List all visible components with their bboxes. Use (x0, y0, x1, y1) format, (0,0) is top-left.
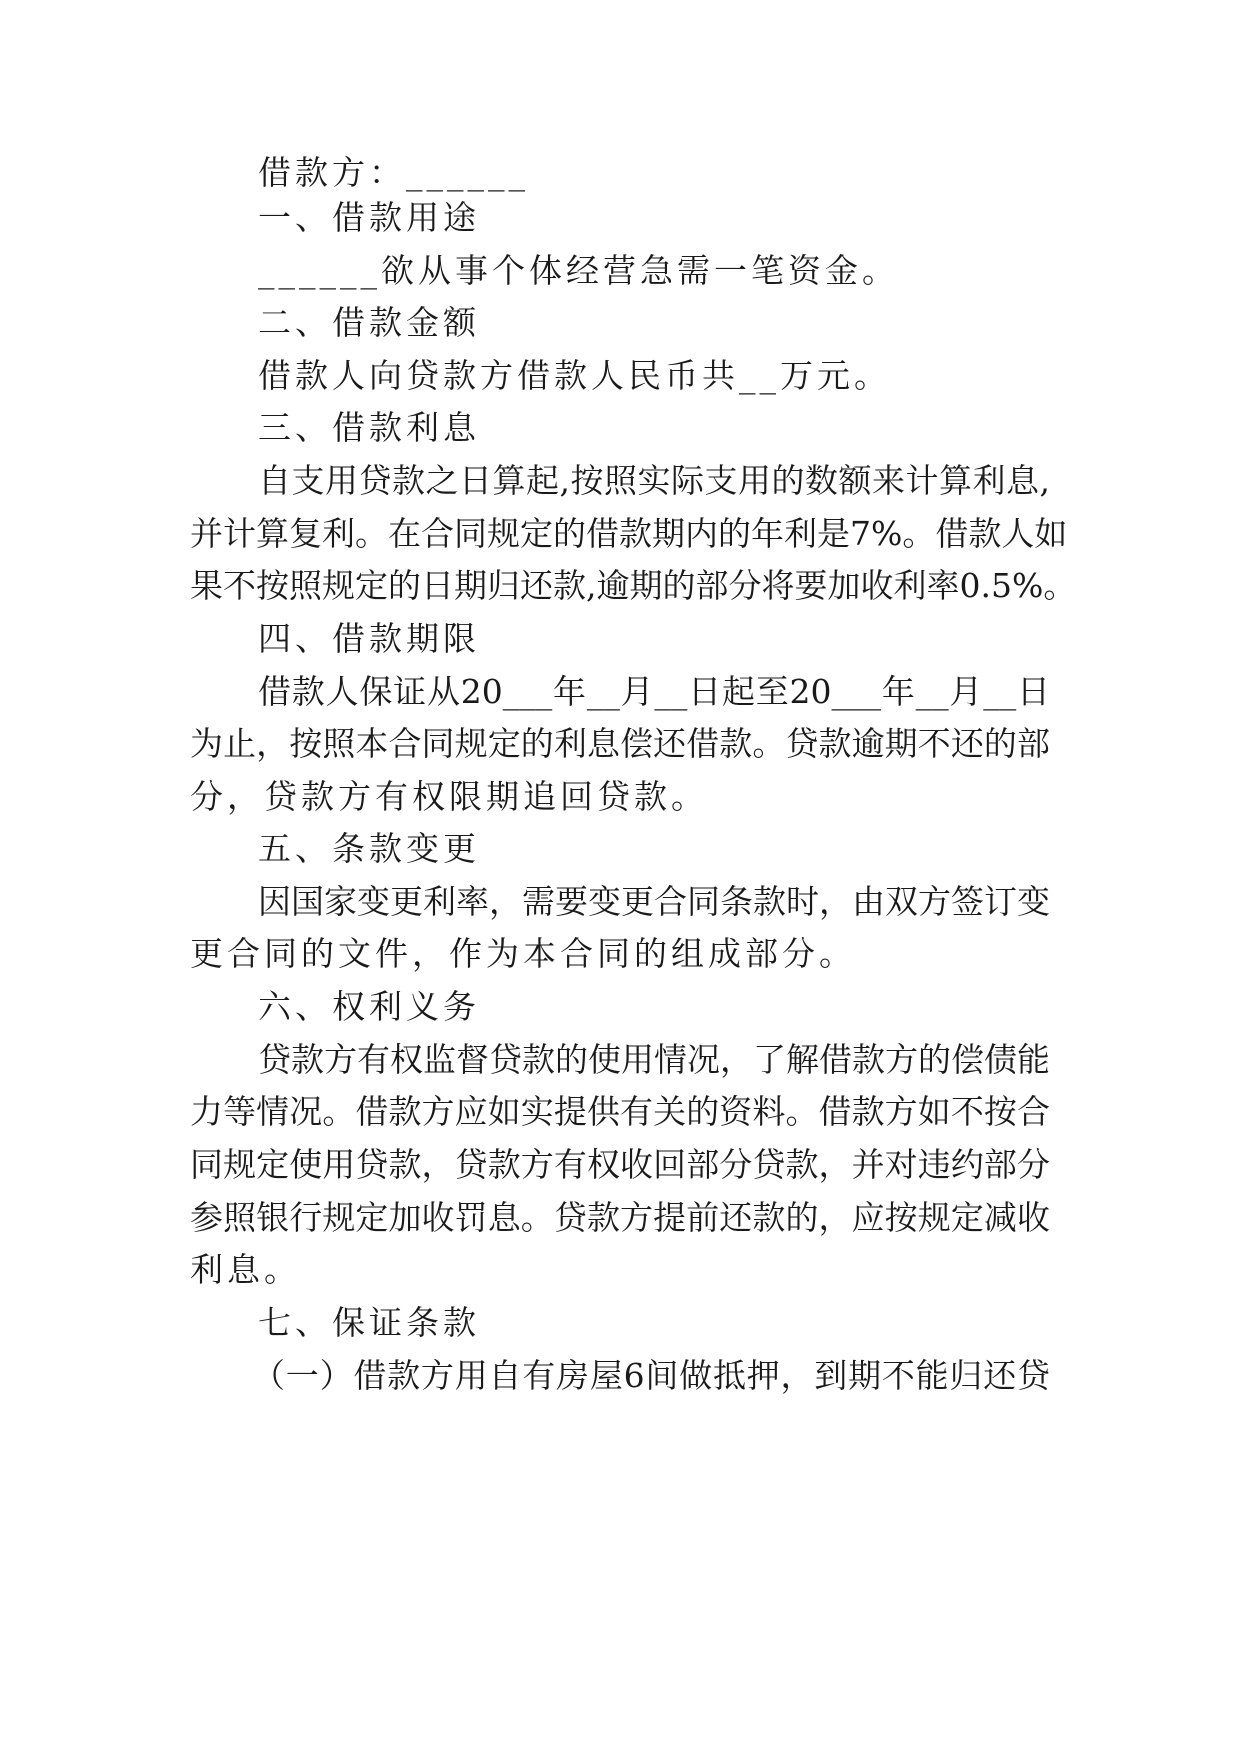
amount-text: 借款人向贷款方借款人民币共__万元。 (258, 356, 891, 395)
term-text-line-2: 为止，按照本合同规定的利息偿还借款。贷款逾期不还的部 (190, 724, 1050, 763)
section-heading-rights: 六、权利义务 (258, 987, 480, 1026)
rights-text-line-5: 利息。 (190, 1250, 301, 1289)
term-text-line-3: 分，贷款方有权限期追回贷款。 (190, 777, 708, 816)
term-text-line-1: 借款人保证从20___年__月__日起至20___年__月__日 (258, 672, 1050, 711)
changes-text-line-1: 因国家变更利率，需要变更合同条款时，由双方签订变 (258, 882, 1050, 921)
section-heading-guarantee: 七、保证条款 (258, 1303, 480, 1342)
changes-text-line-2: 更合同的文件，作为本合同的组成部分。 (190, 934, 856, 973)
guarantee-text-line-1: （一）借款方用自有房屋6间做抵押，到期不能归还贷 (252, 1356, 1050, 1395)
rights-text-line-2: 力等情况。借款方应如实提供有关的资料。借款方如不按合 (190, 1092, 1050, 1131)
rights-text-line-3: 同规定使用贷款，贷款方有权收回部分贷款，并对违约部分 (190, 1145, 1050, 1184)
purpose-text: ______欲从事个体经营急需一笔资金。 (258, 251, 899, 290)
section-heading-interest: 三、借款利息 (258, 408, 480, 447)
interest-text-line-2: 并计算复利。在合同规定的借款期内的年利是7%。借款人如 (190, 514, 1068, 553)
section-heading-amount: 二、借款金额 (258, 303, 480, 342)
rights-text-line-4: 参照银行规定加收罚息。贷款方提前还款的，应按规定减收 (190, 1198, 1050, 1237)
rights-text-line-1: 贷款方有权监督贷款的使用情况，了解借款方的偿债能 (258, 1040, 1050, 1079)
borrower-line: 借款方：______ (258, 153, 529, 192)
interest-text-line-1: 自支用贷款之日算起,按照实际支用的数额来计算利息, (258, 461, 1050, 500)
interest-text-line-3: 果不按照规定的日期归还款,逾期的部分将要加收利率0.5%。 (190, 566, 1077, 605)
section-heading-purpose: 一、借款用途 (258, 198, 480, 237)
section-heading-term: 四、借款期限 (258, 619, 480, 658)
section-heading-changes: 五、条款变更 (258, 829, 480, 868)
